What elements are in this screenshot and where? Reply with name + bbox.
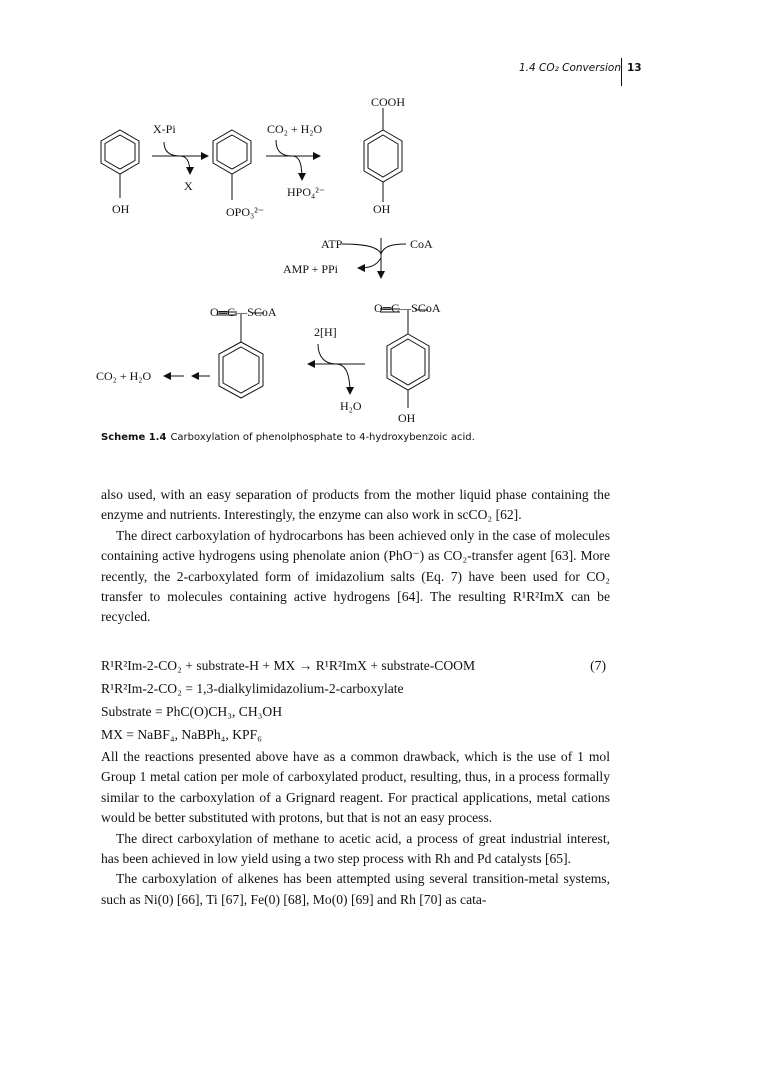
label-oh-1: OH xyxy=(112,202,130,216)
text-block-upper xyxy=(101,485,610,628)
label-opo3: OPO₃²⁻ xyxy=(226,205,265,219)
phenol-ring xyxy=(101,130,139,198)
hydroxybenzoic-ring xyxy=(364,108,402,202)
label-xpi: X-Pi xyxy=(153,122,176,136)
label-co2-h2o-top: CO₂ + H₂O xyxy=(267,122,323,136)
scheme-caption xyxy=(101,432,661,443)
label-amp-ppi: AMP + PPi xyxy=(283,262,339,276)
paragraph-5: The carboxylation of alkenes has been attempted using several transition-metal systems, such as Ni(0) [66], Ti [67], Fe(0) [68], Mo(0) [69] and Rh [70] as cata- xyxy=(101,871,610,907)
scheme-drawing xyxy=(80,88,540,428)
label-oh-2: OH xyxy=(373,202,391,216)
benzoyl-coa-ring xyxy=(219,314,263,398)
label-scoa-right: O═C—SCoA xyxy=(374,301,441,315)
label-cooh: COOH xyxy=(371,95,406,109)
label-2h: 2[H] xyxy=(314,325,337,339)
running-header: 1.4 CO₂ Conversion xyxy=(518,62,621,74)
equation-line-2: R¹R²Im-2-CO₂ = 1,3-dialkylimidazolium-2-carboxylate xyxy=(101,681,404,696)
label-scoa-left: O═C—SCoA xyxy=(210,305,277,319)
caption-text: Carboxylation of phenolphosphate to 4-hydroxybenzoic acid. xyxy=(170,432,475,443)
label-h2o: H₂O xyxy=(340,399,362,413)
header-rule xyxy=(621,58,622,86)
paragraph-3: All the reactions presented above have as a common drawback, which is the use of 1 mol Group 1 metal cation per mole of carboxylated product, resulting, thus, in a process formally similar to the carboxylation of a Grignard reagent. For practical applications, metal cations would be better substituted with protons, but that is not an easy process. xyxy=(101,749,610,826)
caption-label: Scheme 1.4 xyxy=(101,432,167,443)
equation-line-4: MX = NaBF₄, NaBPh₄, KPF₆ xyxy=(101,727,262,742)
equation-7 xyxy=(101,654,610,746)
text-block-lower xyxy=(101,747,610,910)
page-number: 13 xyxy=(627,62,642,74)
equation-reaction: R¹R²Im-2-CO₂ + substrate-H + MX → R¹R²ImX + substrate-COOM xyxy=(101,658,476,673)
hydroxybenzoyl-coa-ring xyxy=(387,310,429,408)
reaction-scheme xyxy=(80,88,540,428)
phenylphosphate-ring xyxy=(213,130,251,200)
paragraph-2: The direct carboxylation of hydrocarbons has been achieved only in the case of molecules containing active hydrogens using phenolate anion (PhO⁻) as CO₂-transfer agent [63]. More recently, the 2-carboxylated form of imidazolium salts (Eq. 7) have been used for CO₂ transfer to molecules containing active hydrogens [64]. The resulting R¹R²ImX can be recycled. xyxy=(101,527,610,625)
paragraph-1: also used, with an easy separation of products from the mother liquid phase containing the enzyme and nutrients. Interestingly, the enzyme can also work in scCO₂ [62]. xyxy=(101,487,610,523)
equation-line-1 xyxy=(101,654,610,677)
equation-line-3: Substrate = PhC(O)CH₃, CH₃OH xyxy=(101,704,283,719)
label-co2-h2o-bottom: CO₂ + H₂O xyxy=(96,369,152,383)
label-hpo4: HPO₄²⁻ xyxy=(287,185,326,199)
equation-number: (7) xyxy=(590,658,606,673)
label-coa: CoA xyxy=(410,237,433,251)
label-oh-3: OH xyxy=(398,411,416,425)
label-x: X xyxy=(184,179,193,193)
paragraph-4: The direct carboxylation of methane to acetic acid, a process of great industrial interest, has been achieved in low yield using a two step process with Rh and Pd catalysts [65]. xyxy=(101,830,610,867)
label-atp: ATP xyxy=(321,237,343,251)
